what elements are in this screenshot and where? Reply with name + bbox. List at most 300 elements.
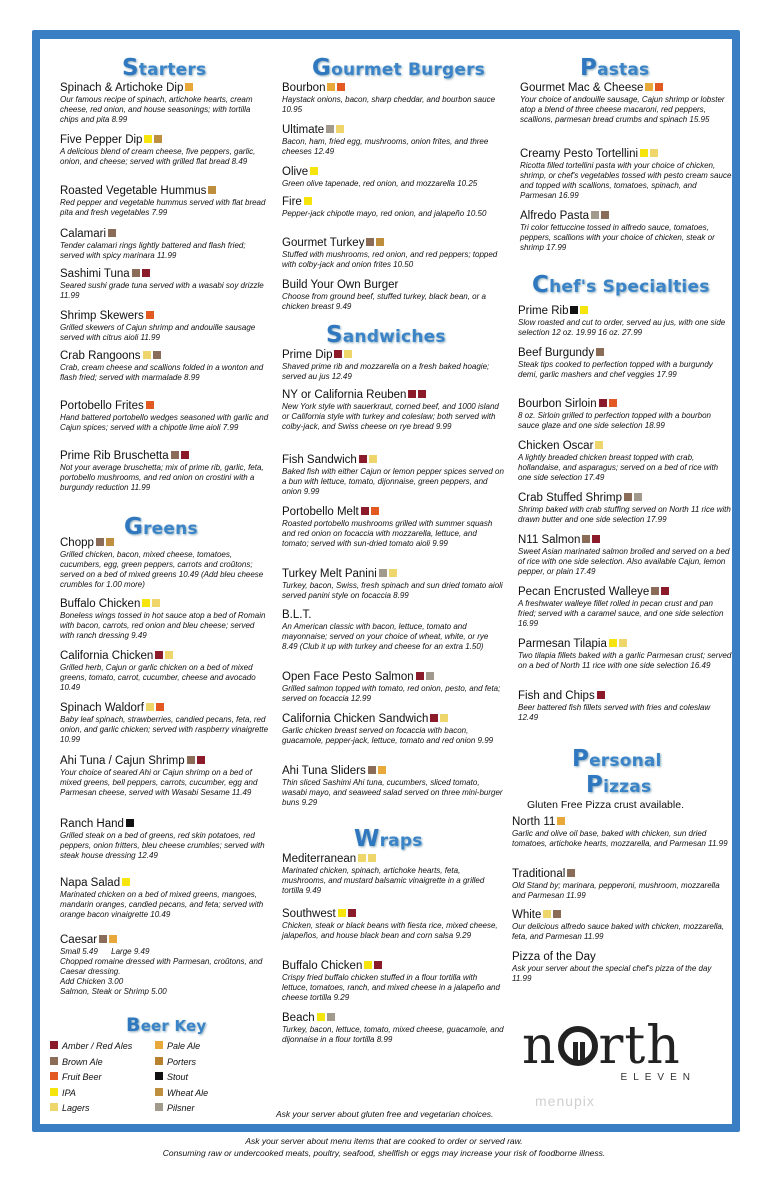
beer-swatch-lager [368,854,376,862]
sandwiches-item-title: B.L.T. [282,609,312,621]
beer-key-lager [50,1103,90,1113]
pastas-item [520,82,732,125]
caesar-name: Caesar [60,934,98,946]
beer-swatch-brown [153,351,161,359]
logo-letter-n: n [522,1016,557,1076]
beer-swatch-brown [582,535,590,543]
beer-swatch-amber_red [418,390,426,398]
sandwiches-item-title: Prime Dip [282,349,333,361]
starters-item-desc: Not your average bruschetta; mix of prime rib, garlic, feta, portobello mushrooms, and red onion on crostini with a burgundy reduction 11.99 [60,463,264,492]
greens-item [60,755,270,798]
beer-swatch-amber_red [359,455,367,463]
beer-swatch-amber_red [408,390,416,398]
greens-item-name [60,877,270,890]
beer-key-label: Stout [167,1072,189,1082]
pastas-item-name [520,82,732,95]
pizzas-heading-2: Pizzas [586,772,652,798]
burgers-item-name [282,124,504,137]
specialties-item [518,638,732,671]
burgers-item-desc: Choose from ground beef, stuffed turkey, black bean, or a chicken breast 9.49 [282,292,486,311]
greens-item-desc: Grilled herb, Cajun or garlic chicken on a bed of mixed greens, tomato, carrot, cucumber, cheese and avocado 10.49 [60,663,256,692]
beer-swatch-ipa [364,961,372,969]
beer-key-fruit [50,1072,102,1082]
starters-item-name [60,350,270,363]
starters-item-name [60,268,270,281]
footer-line-2: Consuming raw or undercooked meats, poultry, seafood, shellfish or eggs may increase your risk of foodborne illness. [162,1148,606,1158]
caesar-add-chicken: Add Chicken 3.00 [60,977,124,986]
greens-item-name [60,537,270,550]
pastas-item-desc: Tri color fettuccine tossed in alfredo sauce, tomatoes, peppers, scallions with your choice of chicken, steak or shrimp 17.99 [520,223,715,252]
starters-item [60,450,270,493]
specialties-item-name [518,638,732,651]
logo-letters-rth: rth [598,1016,681,1076]
beer-swatch-lager [152,599,160,607]
beer-swatch-fruit [156,703,164,711]
beer-swatch-amber_red [155,651,163,659]
pizzas-heading-1: Personal [572,746,662,772]
sandwiches-item [282,713,504,746]
beer-key-ipa [50,1088,76,1098]
beer-swatch-amber_red [592,535,600,543]
beer-swatch-ipa [609,639,617,647]
beer-swatch-lager [143,351,151,359]
beer-key-swatch [50,1103,58,1111]
burgers-item-desc: Pepper-jack chipotle mayo, red onion, and jalapeño 10.50 [282,209,487,218]
starters-item-desc: Red pepper and vegetable hummus served with flat bread pita and fresh vegetables 7.99 [60,198,266,217]
beer-swatch-amber_red [416,672,424,680]
beer-swatch-ipa [338,909,346,917]
beer-swatch-wheat [154,135,162,143]
pizzas-item-name [512,816,730,829]
pizzas-item-title: North 11 [512,816,556,828]
footer-line-1: Ask your server about menu items that are cooked to order or served raw. [245,1136,523,1146]
greens-item-desc: Grilled chicken, bacon, mixed cheese, tomatoes, cucumbers, egg, green peppers, carrots and croûtons; served on a bed of mixed greens 10.49 (Add bleu cheese crumbles for 1.00 more) [60,550,264,589]
sandwiches-item [282,671,504,704]
burgers-item [282,279,504,312]
beer-swatch-ipa [640,149,648,157]
burgers-item-name [282,237,504,250]
sandwiches-item-title: NY or California Reuben [282,389,407,401]
burgers-item-title: Gourmet Turkey [282,237,365,249]
starters-item-name [60,310,270,323]
pastas-item-title: Creamy Pesto Tortellini [520,148,639,160]
beer-key-label: Fruit Beer [62,1072,102,1082]
beer-swatch-pale [327,83,335,91]
wraps-item-title: Mediterranean [282,853,357,865]
beer-key-swatch [50,1072,58,1080]
pastas-heading: Pastas [580,55,650,81]
pastas-item-name [520,210,732,223]
burgers-item-name [282,279,504,292]
sandwiches-item [282,454,504,497]
beer-key-swatch [155,1041,163,1049]
beer-swatch-amber_red [361,507,369,515]
beer-swatch-brown [96,538,104,546]
starters-heading: Starters [122,55,207,81]
burgers-item-title: Fire [282,196,302,208]
beer-key-pale [155,1041,200,1051]
greens-item-title: Buffalo Chicken [60,598,141,610]
starters-item-name [60,450,270,463]
starters-item-desc: Our famous recipe of spinach, artichoke hearts, cream cheese, red onion, and house seasonings; with tortilla chips and pita 8.99 [60,95,253,124]
beer-swatch-lager [650,149,658,157]
specialties-item [518,347,732,380]
pizzas-item [512,951,730,984]
burgers-item-name [282,196,504,209]
burgers-item-desc: Haystack onions, bacon, sharp cheddar, and bourbon sauce 10.95 [282,95,496,114]
beer-swatch-brown [651,587,659,595]
caesar-add-protein: Salmon, Steak or Shrimp 5.00 [60,987,167,996]
sandwiches-heading: Sandwiches [326,322,446,348]
greens-item-desc: Baby leaf spinach, strawberries, candied pecans, feta, red onion, and garlic chicken; served with raspberry vinaigrette 10.99 [60,715,269,744]
starters-item [60,350,270,383]
beer-swatch-lager [619,639,627,647]
pizzas-item [512,868,730,901]
starters-item-title: Calamari [60,228,107,240]
pastas-item-desc: Ricotta filled tortellini pasta with your choice of chicken, shrimp, or chef's vegetables tossed with pesto cream sauce and topped with scallions, tomatoes, spinach, and Parmesan 16.99 [520,161,732,200]
beer-swatch-pilsner [327,1013,335,1021]
logo-eleven: ELEVEN [620,1072,696,1083]
beer-swatch-wheat [376,238,384,246]
specialties-item-title: Prime Rib [518,305,569,317]
pizzas-item [512,909,730,942]
beer-swatch-lager [344,350,352,358]
beer-swatch-brown [596,348,604,356]
beer-key-label: Brown Ale [62,1056,103,1067]
beer-swatch-ipa [122,878,130,886]
beer-swatch-pilsner [326,125,334,133]
beer-swatch-pale [557,817,565,825]
specialties-item-title: Chicken Oscar [518,440,594,452]
greens-heading: Greens [124,514,198,540]
wraps-item-name [282,853,504,866]
starters-item-title: Roasted Vegetable Hummus [60,185,207,197]
sandwiches-item-desc: Garlic chicken breast served on focaccia with bacon, guacamole, pepper-jack, lettuce, tomato and red onion 9.99 [282,726,494,745]
pastas-item-name [520,148,732,161]
starters-item-desc: Seared sushi grade tuna served with a wasabi soy drizzle 11.99 [60,281,264,300]
starters-item-name [60,134,270,147]
caesar-desc: Chopped romaine dressed with Parmesan, croûtons, and Caesar dressing. [60,957,263,976]
gluten-vegetarian-note: Ask your server about gluten free and vegetarian choices. [276,1109,494,1119]
sandwiches-item-name [282,349,504,362]
logo-o-icon [558,1026,598,1066]
beer-swatch-brown [368,766,376,774]
beer-swatch-ipa [304,197,312,205]
burgers-item-name [282,166,504,179]
specialties-item-name [518,534,732,547]
beer-swatch-stout [570,306,578,314]
specialties-item-desc: A lightly breaded chicken breast topped with crab, hollandaise, and asparagus; served on a bed of rice with one side selection 17.49 [518,453,719,482]
starters-item-title: Spinach & Artichoke Dip [60,82,184,94]
burgers-item [282,82,504,115]
beer-swatch-pale [645,83,653,91]
beer-swatch-pilsner [634,493,642,501]
wraps-item-name [282,1012,504,1025]
beer-swatch-amber_red [142,269,150,277]
beer-swatch-brown [132,269,140,277]
sandwiches-item-desc: Turkey, bacon, Swiss, fresh spinach and sun dried tomato aioli served panini style on focaccia 8.99 [282,581,503,600]
specialties-item-title: Crab Stuffed Shrimp [518,492,622,504]
beer-swatch-amber_red [348,909,356,917]
beer-swatch-ipa [144,135,152,143]
sandwiches-item [282,609,504,652]
burgers-item [282,237,504,270]
caesar-small: Small 5.49 [60,947,98,956]
sandwiches-item-title: Ahi Tuna Sliders [282,765,366,777]
starters-item [60,185,270,218]
beer-key-pilsner [155,1103,195,1113]
specialties-item-desc: Shrimp baked with crab stuffing served on North 11 rice with drawn butter and one side selection 17.99 [518,505,731,524]
beer-key-swatch [50,1057,58,1065]
greens-item-title: Napa Salad [60,877,121,889]
beer-key-brown [50,1057,103,1067]
sandwiches-item-name [282,568,504,581]
specialties-item [518,305,732,338]
specialties-item-name [518,492,732,505]
pizzas-item-desc: Old Stand by; marinara, pepperoni, mushroom, mozzarella and Parmesan 11.99 [512,881,720,900]
beer-key-label: Wheat Ale [167,1087,209,1098]
beer-key-swatch [155,1088,163,1096]
starters-item-title: Portobello Frites [60,400,144,412]
starters-item [60,400,270,433]
wraps-item-desc: Marinated chicken, spinach, artichoke hearts, feta, mushrooms, and mustard balsamic vinaigrette in a grilled tortilla 9.49 [282,866,485,895]
beer-swatch-brown [108,229,116,237]
beer-key-label: Porters [167,1056,197,1067]
wraps-item-title: Southwest [282,908,336,920]
beer-key-heading: Beer Key [126,1014,207,1036]
beer-key-label: Pale Ale [167,1041,201,1051]
specialties-item [518,690,732,723]
sandwiches-item-desc: Shaved prime rib and mozzarella on a fresh baked hoagie; served au jus 12.49 [282,362,490,381]
beer-swatch-brown [553,910,561,918]
sandwiches-item-title: Open Face Pesto Salmon [282,671,414,683]
sandwiches-item-desc: Roasted portobello mushrooms grilled with summer squash and red onion on focaccia with mozzarella, lettuce, and tomato; served with sun-dried tomato aioli 9.99 [282,519,493,548]
starters-item-name [60,400,270,413]
specialties-item-desc: 8 oz. Sirloin grilled to perfection topped with a bourbon sauce glaze and one side selection 18.99 [518,411,712,430]
sandwiches-item-name [282,671,504,684]
sandwiches-item-title: Fish Sandwich [282,454,357,466]
sandwiches-item-desc: Grilled salmon topped with tomato, red onion, pesto, and feta; served on focaccia 12.99 [282,684,501,703]
beer-swatch-lager [595,441,603,449]
burgers-item [282,166,504,189]
wraps-heading: Wraps [354,826,423,852]
burgers-item-title: Olive [282,166,309,178]
greens-item [60,818,270,861]
specialties-item-title: Beef Burgundy [518,347,595,359]
greens-item [60,650,270,693]
pastas-item-desc: Your choice of andouille sausage, Cajun shrimp or lobster atop a blend of three cheese macaroni, red peppers, scallions, parmesan bread crumbs and spinach 15.95 [520,95,725,124]
beer-swatch-amber_red [661,587,669,595]
beer-key-label: Lagers [62,1103,90,1113]
beer-swatch-ipa [580,306,588,314]
starters-item-name [60,82,270,95]
sandwiches-item [282,506,504,549]
beer-swatch-lager [146,703,154,711]
greens-item-title: Chopp [60,537,94,549]
wraps-item [282,853,504,896]
wraps-item-desc: Turkey, bacon, lettuce, tomato, mixed cheese, guacamole, and dijonnaise in a flour tortilla 8.99 [282,1025,504,1044]
sandwiches-item-name [282,713,504,726]
beer-swatch-amber_red [430,714,438,722]
sandwiches-item-desc: Thin sliced Sashimi Ahi tuna, cucumbers, sliced tomato, wasabi mayo, and seaweed salad served on three mini-burger buns 9.29 [282,778,503,807]
greens-item-name [60,702,270,715]
beer-swatch-brown [171,451,179,459]
specialties-item [518,492,732,525]
sandwiches-item [282,389,504,432]
burgers-item-desc: Bacon, ham, fried egg, mushrooms, onion frites, and three cheeses 12.49 [282,137,489,156]
wraps-item [282,1012,504,1045]
beer-swatch-brown [99,935,107,943]
specialties-item [518,440,732,483]
beer-swatch-ipa [142,599,150,607]
burgers-item-desc: Stuffed with mushrooms, red onion, and red peppers; topped with colby-jack and onion frites 10.50 [282,250,498,269]
beer-swatch-amber_red [597,691,605,699]
starters-item [60,268,270,301]
starters-item-name [60,185,270,198]
specialties-item-name [518,690,732,703]
pizzas-item-name [512,868,730,881]
beer-swatch-ipa [317,1013,325,1021]
sandwiches-item [282,765,504,808]
beer-key-porter [155,1057,196,1067]
north-eleven-logo [522,1016,702,1083]
beer-key-label: Amber / Red Ales [62,1041,133,1051]
pastas-item [520,148,732,201]
beer-swatch-fruit [146,311,154,319]
wraps-item-name [282,908,504,921]
beer-swatch-brown [624,493,632,501]
starters-item-desc: Tender calamari rings lightly battered and flash fried; served with spicy marinara 11.99 [60,241,246,260]
beer-swatch-pilsner [379,569,387,577]
specialties-item-title: Fish and Chips [518,690,595,702]
pizzas-item-name [512,951,730,964]
beer-swatch-lager [440,714,448,722]
starters-item-title: Prime Rib Bruschetta [60,450,169,462]
sandwiches-item-name [282,609,504,622]
wraps-item [282,960,504,1003]
specialties-item-name [518,347,732,360]
pastas-item-title: Gourmet Mac & Cheese [520,82,644,94]
burgers-heading: Gourmet Burgers [312,55,485,81]
burgers-item-name [282,82,504,95]
beer-swatch-fruit [609,399,617,407]
greens-item-name [60,598,270,611]
beer-swatch-pale [109,935,117,943]
pastas-item-title: Alfredo Pasta [520,210,590,222]
greens-item-name [60,755,270,768]
specialties-item-name [518,440,732,453]
beer-key-stout [155,1072,188,1082]
beer-swatch-pilsner [591,211,599,219]
beer-swatch-brown [187,756,195,764]
specialties-item [518,398,732,431]
sandwiches-item-title: Turkey Melt Panini [282,568,377,580]
sandwiches-item-name [282,454,504,467]
beer-key-amber_red [50,1041,132,1051]
greens-item [60,598,270,641]
beer-key-wheat [155,1088,208,1098]
sandwiches-item-name [282,506,504,519]
specialties-item-name [518,586,732,599]
greens-item-name [60,650,270,663]
caesar-large: Large 9.49 [111,947,150,956]
beer-swatch-lager [389,569,397,577]
sandwiches-item-title: Portobello Melt [282,506,359,518]
starters-item [60,82,270,125]
wraps-item-name [282,960,504,973]
specialties-item-desc: Steak tips cooked to perfection topped with a burgundy demi, garlic mashers and chef veggies 17.99 [518,360,713,379]
greens-item-desc: Grilled steak on a bed of greens, red skin potatoes, red peppers, onion fritters, bleu cheese crumbles; served with steak house dressing 12.49 [60,831,265,860]
beer-swatch-brown [366,238,374,246]
greens-item [60,702,270,745]
beer-swatch-amber_red [197,756,205,764]
sandwiches-item [282,568,504,601]
starters-item [60,134,270,167]
wraps-item-desc: Chicken, steak or black beans with fiesta rice, mixed cheese, jalapeños, and house black bean and corn salsa 9.29 [282,921,498,940]
starters-item-title: Crab Rangoons [60,350,141,362]
beer-swatch-pale [185,83,193,91]
greens-item-desc: Boneless wings tossed in hot sauce atop a bed of Romain with bacon, carrots, red onion and bleu cheese; served with ranch dressing 9.49 [60,611,266,640]
burgers-item [282,124,504,157]
beer-swatch-fruit [655,83,663,91]
wraps-item-desc: Crispy fried buffalo chicken stuffed in a flour tortilla with lettuce, tomatoes, ranch, and mixed cheese in a jalapeño and cheese tortilla 9.29 [282,973,500,1002]
specialties-item-desc: A freshwater walleye fillet rolled in pecan crust and pan fried; served with a caramel sauce, and one side selection 16.99 [518,599,724,628]
beer-swatch-brown [567,869,575,877]
starters-item-desc: Hand battered portobello wedges seasoned with garlic and Cajun spices; served with a chipotle lime aioli 7.99 [60,413,269,432]
pizzas-item-desc: Ask your server about the special chef's pizza of the day 11.99 [512,964,712,983]
sandwiches-item-desc: An American classic with bacon, lettuce, tomato and mayonnaise; served on your choice of wheat, white, or rye 8.49 (Club it up with turkey and cheese for an extra 1.50) [282,622,489,651]
beer-swatch-wheat [208,186,216,194]
burgers-item-title: Bourbon [282,82,326,94]
beer-swatch-amber_red [599,399,607,407]
beer-key-swatch [50,1088,58,1096]
specialties-item [518,586,732,629]
beer-key-swatch [155,1057,163,1065]
caesar-item [60,934,270,997]
greens-item [60,877,270,920]
beer-swatch-fruit [337,83,345,91]
beer-swatch-pilsner [426,672,434,680]
starters-item [60,228,270,261]
specialties-item-desc: Sweet Asian marinated salmon broiled and served on a bed of rice with one side selection. Also available Cajun, lemon pepper, or plain 17.49 [518,547,730,576]
starters-item-desc: Crab, cream cheese and scallions folded in a wonton and flash fried; served with marmalade 8.99 [60,363,264,382]
starters-item-title: Shrimp Skewers [60,310,144,322]
specialties-heading: Chef's Specialties [532,272,710,298]
pizzas-item-title: Pizza of the Day [512,951,596,963]
beer-swatch-lager [165,651,173,659]
beer-swatch-brown [601,211,609,219]
specialties-item-name [518,305,732,318]
beer-swatch-amber_red [374,961,382,969]
starters-item-name [60,228,270,241]
wraps-item-title: Beach [282,1012,315,1024]
pizzas-item-title: Traditional [512,868,566,880]
starters-item-desc: A delicious blend of cream cheese, five peppers, garlic, onion, and cheese; served with grilled flat bread 8.49 [60,147,256,166]
beer-swatch-fruit [146,401,154,409]
sandwiches-item-desc: New York style with sauerkraut, corned beef, and 1000 island or California style with turkey and coleslaw; both served with colby-jack, and Swiss cheese on rye bread 9.99 [282,402,499,431]
wraps-item [282,908,504,941]
sandwiches-item-desc: Baked fish with either Cajun or lemon pepper spices served on a bun with lettuce, tomato, dijonnaise, green peppers, and onion 9.99 [282,467,504,496]
greens-item-name [60,818,270,831]
specialties-item-desc: Beer battered fish fillets served with fries and coleslaw 12.49 [518,703,711,722]
starters-item-title: Five Pepper Dip [60,134,143,146]
burgers-item [282,196,504,219]
sandwiches-item-name [282,389,504,402]
greens-item-title: Spinach Waldorf [60,702,144,714]
greens-item-title: California Chicken [60,650,154,662]
pizzas-item-title: White [512,909,542,921]
greens-item-title: Ranch Hand [60,818,124,830]
